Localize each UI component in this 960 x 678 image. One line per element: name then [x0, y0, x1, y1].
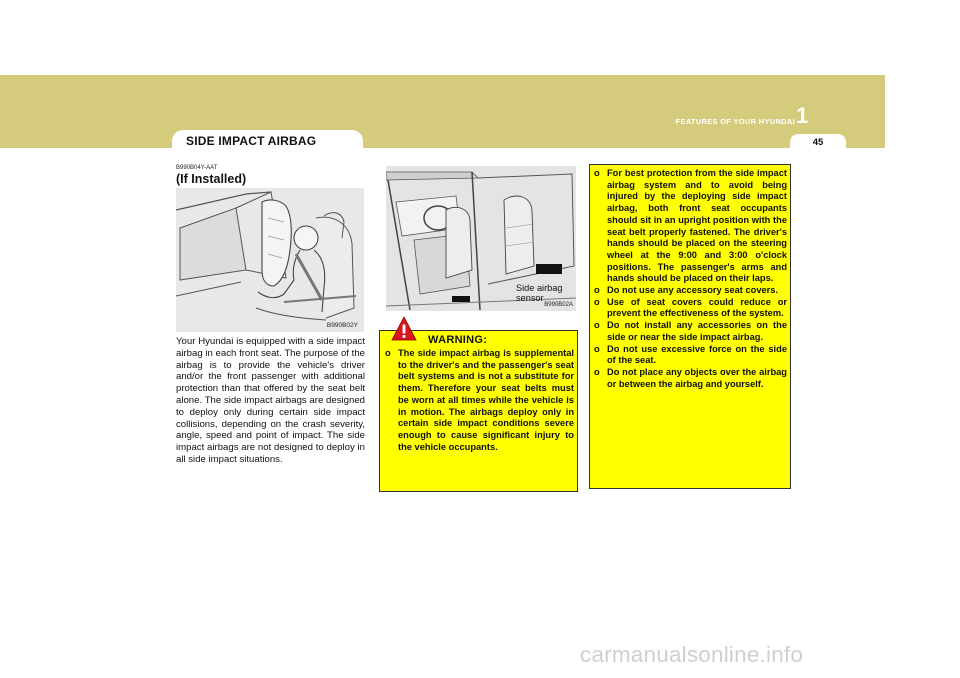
- bullet: o: [594, 366, 600, 377]
- list-item: [594, 297, 787, 320]
- list-item: [594, 367, 787, 390]
- chapter-header: [0, 0, 960, 148]
- section-subtitle: (If Installed): [176, 172, 247, 186]
- figure-code: B990B02Y: [326, 322, 358, 329]
- list-item-text: Do not install any accessories on the side or near the side impact airbag.: [607, 320, 787, 342]
- list-item: [594, 285, 787, 297]
- body-paragraph: Your Hyundai is equipped with a side impact airbag in each front seat. The purpose of the airbag is to provide the vehicle's driver and/or the front passenger with additional protection than that offered by the seat belt alone. The side impact airbags are designed to deploy only during certain side impact collisions, depending on the crash severity, angle, speed and point of impact. The side impact airbags are not designed to deploy in all side impact situations.: [176, 336, 365, 465]
- section-code: B990B04Y-AAT: [176, 165, 218, 171]
- chapter-number: 1: [796, 103, 809, 128]
- list-item: [594, 320, 787, 343]
- list-item: [594, 168, 787, 285]
- bullet: o: [594, 343, 600, 354]
- bullet: o: [594, 296, 600, 307]
- caution-list: [594, 168, 787, 390]
- list-item-text: Do not place any objects over the airbag or between the airbag and yourself.: [607, 366, 787, 389]
- section-title: SIDE IMPACT AIRBAG: [186, 134, 317, 148]
- warning-text: [385, 348, 574, 453]
- bullet: o: [594, 320, 600, 331]
- caption-line-2: sensor: [516, 293, 544, 303]
- header-band: [0, 75, 885, 148]
- page-number: 45: [812, 137, 824, 148]
- list-item-text: Use of seat covers could reduce or prevent the effectiveness of the system.: [607, 296, 787, 319]
- warning-item: [385, 348, 574, 453]
- seat-occupant-drawing: [176, 188, 364, 332]
- side-airbag-illustration: [176, 188, 364, 332]
- figure-caption: [516, 283, 562, 303]
- side-airbag-sensor-illustration: [386, 166, 576, 311]
- exclamation-icon: [391, 316, 417, 342]
- watermark-link[interactable]: carmanualsonline.info: [580, 642, 804, 667]
- chapter-title: FEATURES OF YOUR HYUNDAI: [675, 117, 795, 126]
- warning-item-text: The side impact airbag is supplemental to the driver's and the passenger's seat belt systems and is not a substitute for them. Therefore your seat belts must be worn at all times while the vehicle is in motion. The airbags deploy only in certain side impact conditions severe enough to cause significant injury to the vehicle occupants.: [398, 348, 574, 452]
- caption-line-1: Side airbag: [516, 283, 563, 293]
- list-item-text: For best protection from the side impact airbag system and to avoid being injured by the deploying side impact airbag, both front seat occupants should sit in an upright position with the seat belt properly fastened. The driver's hands should be placed on the steering wheel at the 9:00 and 3:00 o'clock positions. The passenger's arms and hands should be placed on their laps.: [607, 168, 787, 284]
- warning-title: WARNING:: [428, 334, 488, 346]
- list-item-text: Do not use any accessory seat covers.: [607, 285, 779, 296]
- list-item: [594, 344, 787, 367]
- list-item-text: Do not use excessive force on the side of the seat.: [607, 343, 787, 366]
- figure-code: B990B02A: [544, 302, 573, 308]
- bullet: o: [385, 348, 391, 358]
- bullet: o: [594, 168, 600, 178]
- bullet: o: [594, 285, 600, 296]
